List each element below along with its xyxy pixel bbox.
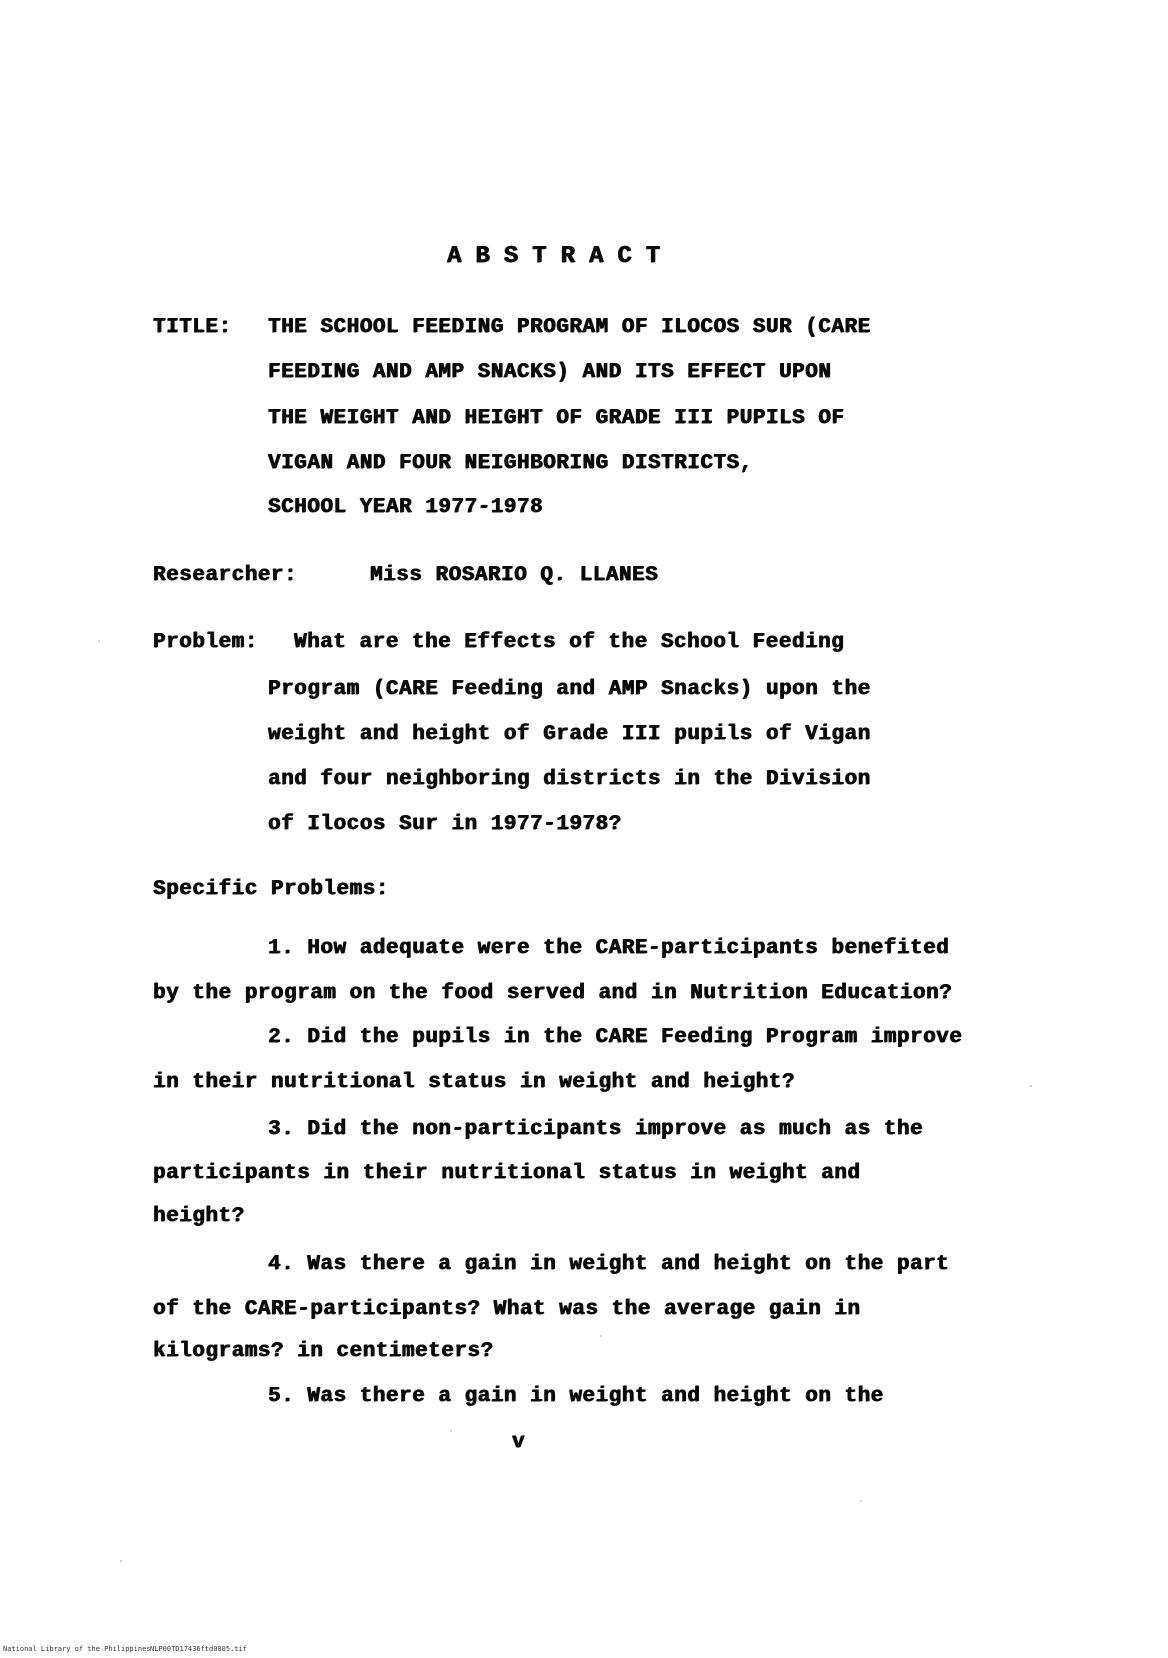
specific-line-5: 3. Did the non-participants improve as much as the [268,1118,924,1141]
page-number: v [512,1431,526,1454]
specific-line-3: 2. Did the pupils in the CARE Feeding Program improve [268,1026,963,1049]
specific-line-9: of the CARE-participants? What was the average gain in [153,1298,861,1321]
scan-noise [98,640,100,642]
specific-problems-label: Specific Problems: [153,878,389,901]
footer-filename: NLP00TD17436ftd0005.tif [150,1645,247,1653]
researcher-name: Miss ROSARIO Q. LLANES [370,564,659,587]
specific-line-8: 4. Was there a gain in weight and height on the part [268,1253,950,1276]
scan-noise [600,1335,602,1337]
problem-line-1: What are the Effects of the School Feeding [294,631,845,654]
specific-line-7: height? [153,1205,245,1228]
title-line-3: THE WEIGHT AND HEIGHT OF GRADE III PUPILS OF [268,407,845,430]
specific-line-4: in their nutritional status in weight and height? [153,1071,796,1094]
problem-line-5: of Ilocos Sur in 1977-1978? [268,813,622,836]
problem-line-2: Program (CARE Feeding and AMP Snacks) upon the [268,678,871,701]
researcher-label: Researcher: [153,564,298,587]
problem-label: Problem: [153,631,258,654]
footer-library: National Library of the Philippines [3,1645,151,1653]
abstract-heading: ABSTRACT [447,243,675,270]
title-line-5: SCHOOL YEAR 1977-1978 [268,496,544,519]
title-line-4: VIGAN AND FOUR NEIGHBORING DISTRICTS, [268,452,753,475]
scan-noise [450,1430,452,1432]
problem-line-3: weight and height of Grade III pupils of Vigan [268,723,871,746]
scan-noise [860,1500,862,1502]
title-line-1: THE SCHOOL FEEDING PROGRAM OF ILOCOS SUR (CARE [268,316,871,339]
specific-line-6: participants in their nutritional status in weight and [153,1162,861,1185]
title-label: TITLE: [153,316,232,339]
title-line-2: FEEDING AND AMP SNACKS) AND ITS EFFECT UPON [268,361,832,384]
specific-line-11: 5. Was there a gain in weight and height on the [268,1385,884,1408]
scan-noise [1030,1085,1032,1087]
scan-noise [120,1560,122,1562]
problem-line-4: and four neighboring districts in the Division [268,768,871,791]
specific-line-10: kilograms? in centimeters? [153,1340,494,1363]
specific-line-2: by the program on the food served and in Nutrition Education? [153,982,953,1005]
specific-line-1: 1. How adequate were the CARE-participants benefited [268,937,950,960]
